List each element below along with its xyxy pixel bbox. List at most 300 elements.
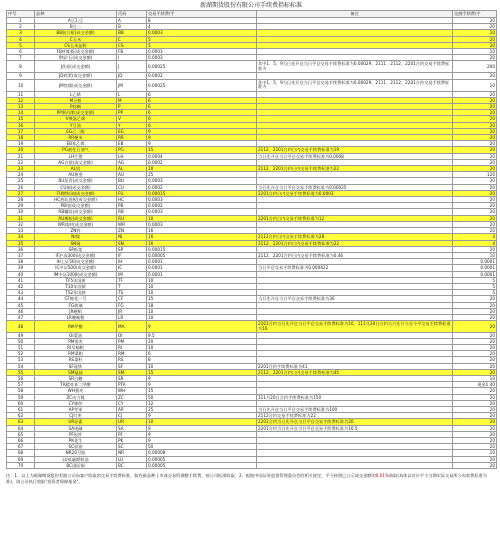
- cell-trading-fee: 10: [147, 344, 257, 350]
- cell-product-code: RS: [117, 357, 147, 363]
- cell-product-code: T: [117, 283, 147, 289]
- cell-trading-fee: 12: [147, 400, 257, 406]
- cell-note: 当日先开仓当日平仓交易手续费标准为30: [257, 296, 453, 302]
- cell-trading-fee: 6: [147, 97, 257, 103]
- cell-delivery-fee: 20: [453, 197, 497, 203]
- cell-product-name: PF短纤: [35, 431, 117, 437]
- cell-no: 34: [7, 234, 35, 240]
- cell-product-code: TF: [117, 277, 147, 283]
- cell-product-name: SC原油: [35, 444, 117, 450]
- cell-no: 5: [7, 42, 35, 48]
- cell-no: 30: [7, 209, 35, 215]
- cell-product-name: PB铅(成交金额): [35, 203, 117, 209]
- cell-product-name: AP苹果: [35, 406, 117, 412]
- cell-product-code: RR: [117, 135, 147, 141]
- cell-trading-fee: 16: [147, 234, 257, 240]
- cell-product-name: WR线材(成交金额): [35, 221, 117, 227]
- sheet-title: 新湖期货股份有限公司手续费指标标准: [199, 2, 302, 9]
- cell-trading-fee: 0.00008: [147, 450, 257, 456]
- cell-product-name: CF棉花一号: [35, 296, 117, 302]
- cell-trading-fee: 8: [147, 18, 257, 24]
- cell-delivery-fee: 20: [453, 462, 497, 468]
- cell-delivery-fee: 20: [453, 357, 497, 363]
- cell-product-code: I: [117, 55, 147, 61]
- cell-product-name: I铁矿石(成交金额): [35, 55, 117, 61]
- cell-product-code: PK: [117, 438, 147, 444]
- cell-delivery-fee: 4: [453, 240, 497, 246]
- cell-trading-fee: 0.00015: [147, 246, 257, 252]
- cell-product-name: EB苯乙烯: [35, 141, 117, 147]
- cell-product-code: PM: [117, 338, 147, 344]
- cell-trading-fee: 0.0004: [147, 153, 257, 159]
- cell-trading-fee: 10: [147, 363, 257, 369]
- cell-trading-fee: 0.0003: [147, 55, 257, 61]
- cell-delivery-fee: 20: [453, 419, 497, 425]
- footnote-main: 注：1、以上为新湖期货股份有限公司向客户收取的交易手续费标准，如有新品种上市或交易所调整手续费，按公司标准收取。2、根据中国证券监督管理委员会的相关规定，平今按照已公示成交金额的: [6, 473, 376, 479]
- cell-no: 13: [7, 104, 35, 110]
- table-header-row: [7, 11, 497, 18]
- cell-trading-fee: 0.0001: [147, 259, 257, 265]
- cell-product-name: B豆二: [35, 24, 117, 30]
- cell-delivery-fee: 20: [453, 228, 497, 234]
- cell-trading-fee: 0.0001: [147, 271, 257, 277]
- cell-delivery-fee: 20: [453, 209, 497, 215]
- cell-trading-fee: 0.00005: [147, 462, 257, 468]
- cell-no: 28: [7, 197, 35, 203]
- cell-delivery-fee: 20: [453, 425, 497, 431]
- cell-product-code: FB: [117, 49, 147, 55]
- cell-product-code: NR: [117, 450, 147, 456]
- cell-delivery-fee: 10: [453, 450, 497, 456]
- cell-product-code: SN: [117, 240, 147, 246]
- cell-product-code: JR: [117, 308, 147, 314]
- cell-product-code: PB: [117, 203, 147, 209]
- cell-no: 51: [7, 344, 35, 350]
- cell-note: 2112、2201合约日内交易手续费标准为22: [257, 166, 453, 172]
- cell-product-code: CJ: [117, 413, 147, 419]
- cell-no: 56: [7, 375, 35, 381]
- cell-product-name: TF5年国债: [35, 277, 117, 283]
- cell-product-name: WH强麦: [35, 388, 117, 394]
- cell-product-code: RI: [117, 344, 147, 350]
- cell-product-code: SR: [117, 375, 147, 381]
- cell-note: 其中1、5、9当日先开仓当日平仓交易手续费标准为0.00029；2111、2112、2201合约交易手续费标准为: [257, 61, 453, 73]
- cell-no: 25: [7, 178, 35, 184]
- cell-delivery-fee: 20: [453, 73, 497, 79]
- cell-no: 69: [7, 456, 35, 462]
- cell-trading-fee: 10: [147, 283, 257, 289]
- cell-product-name: RM菜粕: [35, 351, 117, 357]
- cell-no: 65: [7, 431, 35, 437]
- cell-product-code: UR: [117, 419, 147, 425]
- cell-no: 52: [7, 351, 35, 357]
- footnote-highlight: 0.01%: [375, 473, 389, 479]
- cell-delivery-fee: 20: [453, 147, 497, 153]
- cell-no: 70: [7, 462, 35, 468]
- header-name: 品种: [35, 11, 117, 18]
- cell-trading-fee: 9: [147, 375, 257, 381]
- cell-no: 11: [7, 91, 35, 97]
- cell-product-code: CU: [117, 184, 147, 190]
- cell-delivery-fee: 20: [453, 296, 497, 302]
- cell-delivery-fee: 20: [453, 91, 497, 97]
- cell-product-code: Y: [117, 122, 147, 128]
- cell-trading-fee: 15: [147, 369, 257, 375]
- cell-product-name: AU黄金: [35, 172, 117, 178]
- cell-product-code: V: [117, 116, 147, 122]
- cell-trading-fee: 0.00025: [147, 61, 257, 73]
- cell-trading-fee: 18: [147, 302, 257, 308]
- cell-no: 33: [7, 228, 35, 234]
- cell-no: 63: [7, 419, 35, 425]
- cell-product-code: TS: [117, 290, 147, 296]
- cell-product-code: L: [117, 91, 147, 97]
- cell-product-name: HC热轧卷板(成交金额): [35, 197, 117, 203]
- cell-product-name: T10年国债: [35, 283, 117, 289]
- cell-product-name: J焦炭(成交金额): [35, 61, 117, 73]
- cell-product-name: PG液化石油气: [35, 147, 117, 153]
- cell-product-code: EG: [117, 128, 147, 134]
- cell-no: 16: [7, 122, 35, 128]
- cell-delivery-fee: 20: [453, 369, 497, 375]
- cell-no: 1: [7, 18, 35, 24]
- cell-trading-fee: 9: [147, 413, 257, 419]
- cell-product-code: CS: [117, 42, 147, 48]
- cell-delivery-fee: 20: [453, 128, 497, 134]
- cell-note: 2201合约日内交易手续费标准为0.0003: [257, 190, 453, 196]
- cell-product-name: PP聚丙烯(成交金额): [35, 110, 117, 116]
- cell-delivery-fee: 20: [453, 203, 497, 209]
- footnote-tail: 收取(具体以对应平今当期实际交易所公布收费标准为准)，请公司执行收取"投资者保障基金"。: [6, 473, 487, 485]
- cell-delivery-fee: 5: [453, 290, 497, 296]
- cell-trading-fee: 9: [147, 321, 257, 332]
- cell-delivery-fee: 200: [453, 61, 497, 73]
- cell-delivery-fee: 20: [453, 363, 497, 369]
- cell-trading-fee: 10: [147, 215, 257, 221]
- cell-delivery-fee: 20: [453, 388, 497, 394]
- cell-trading-fee: 6: [147, 91, 257, 97]
- cell-product-code: FU: [117, 190, 147, 196]
- cell-delivery-fee: 5: [453, 283, 497, 289]
- cell-product-name: AL铝: [35, 166, 117, 172]
- cell-trading-fee: 16: [147, 240, 257, 246]
- table-row: [7, 79, 497, 91]
- cell-note: 2201合约日内交易手续费标准为12: [257, 215, 453, 221]
- cell-trading-fee: 10: [147, 419, 257, 425]
- cell-note: 2112、2201合约日内交易手续费标准为45: [257, 369, 453, 375]
- cell-delivery-fee: 0.0001: [453, 259, 497, 265]
- cell-product-code: SA: [117, 425, 147, 431]
- cell-no: 2: [7, 24, 35, 30]
- cell-product-code: PF: [117, 431, 147, 437]
- header-no: 序号: [7, 11, 35, 18]
- cell-product-name: IH上证50(成交金额): [35, 259, 117, 265]
- cell-product-name: JD鸡蛋(成交金额): [35, 73, 117, 79]
- table-row: [7, 321, 497, 332]
- cell-trading-fee: 9: [147, 382, 257, 388]
- cell-no: 42: [7, 283, 35, 289]
- cell-no: 44: [7, 296, 35, 302]
- fee-table: [6, 10, 497, 469]
- cell-product-code: SF: [117, 363, 147, 369]
- header-fee: 交易手续费/手: [147, 11, 257, 18]
- cell-product-name: IC中证500(成交金额): [35, 265, 117, 271]
- cell-no: 64: [7, 425, 35, 431]
- cell-product-code: J: [117, 61, 147, 73]
- cell-delivery-fee: 10: [453, 252, 497, 258]
- cell-product-name: RS菜籽: [35, 357, 117, 363]
- cell-note: 2112合约日内交易手续费标准为28: [257, 234, 453, 240]
- cell-note: 其中1、5、9当日先开仓当日平仓交易手续费标准为0.00029；2111、2112、2201合约交易手续费标准为: [257, 79, 453, 91]
- cell-note: 当日先开仓当日平仓交易手续费标准为0.0008: [257, 153, 453, 159]
- cell-product-code: B: [117, 24, 147, 30]
- cell-no: 58: [7, 388, 35, 394]
- cell-no: 20: [7, 147, 35, 153]
- cell-product-code: JM: [117, 79, 147, 91]
- cell-product-code: PP: [117, 110, 147, 116]
- cell-product-code: IF: [117, 252, 147, 258]
- cell-trading-fee: 0.00005: [147, 252, 257, 258]
- cell-no: 67: [7, 444, 35, 450]
- cell-delivery-fee: 现金1 40: [453, 382, 497, 388]
- cell-product-name: SF硅铁: [35, 363, 117, 369]
- cell-trading-fee: 25: [147, 406, 257, 412]
- cell-product-code: SM: [117, 369, 147, 375]
- cell-no: 15: [7, 116, 35, 122]
- cell-no: 53: [7, 357, 35, 363]
- cell-product-code: ZN: [117, 228, 147, 234]
- header-note: 备注: [257, 11, 453, 18]
- table-body: [7, 18, 497, 469]
- cell-note: 111月20日合约手续费标准为150: [257, 394, 453, 400]
- cell-delivery-fee: 20: [453, 122, 497, 128]
- cell-trading-fee: 9: [147, 431, 257, 437]
- cell-note: 当日先开仓当日平仓交易手续费标准为100: [257, 406, 453, 412]
- cell-product-name: BU沥青(成交金额): [35, 178, 117, 184]
- cell-product-name: TS2年国债: [35, 290, 117, 296]
- cell-product-code: M: [117, 97, 147, 103]
- cell-delivery-fee: 20: [453, 351, 497, 357]
- cell-no: 39: [7, 265, 35, 271]
- cell-trading-fee: 0.0003: [147, 178, 257, 184]
- cell-product-code: RM: [117, 351, 147, 357]
- cell-no: 18: [7, 135, 35, 141]
- cell-product-code: WH: [117, 388, 147, 394]
- cell-no: 55: [7, 369, 35, 375]
- cell-product-name: LR晚籼稻: [35, 314, 117, 320]
- cell-delivery-fee: 20: [453, 97, 497, 103]
- cell-product-code: SC: [117, 444, 147, 450]
- cell-product-name: JM焦煤(成交金额): [35, 79, 117, 91]
- cell-no: 22: [7, 159, 35, 165]
- cell-no: 46: [7, 308, 35, 314]
- cell-product-name: Y豆油: [35, 122, 117, 128]
- cell-product-name: FB纤维板(成交金额): [35, 49, 117, 55]
- cell-trading-fee: 0.0002: [147, 159, 257, 165]
- cell-product-name: C玉米: [35, 36, 117, 42]
- cell-delivery-fee: 20: [453, 55, 497, 61]
- cell-no: 27: [7, 190, 35, 196]
- cell-delivery-fee: 20: [453, 406, 497, 412]
- cell-note: 2201合约手续费标准为41: [257, 363, 453, 369]
- cell-no: 24: [7, 172, 35, 178]
- cell-delivery-fee: 20: [453, 438, 497, 444]
- cell-trading-fee: 5: [147, 36, 257, 42]
- cell-delivery-fee: 10: [453, 79, 497, 91]
- cell-product-name: SA纯碱: [35, 425, 117, 431]
- cell-trading-fee: 9: [147, 425, 257, 431]
- cell-delivery-fee: 20: [453, 178, 497, 184]
- cell-trading-fee: 0.0003: [147, 30, 257, 36]
- cell-trading-fee: 6: [147, 104, 257, 110]
- cell-no: 3: [7, 30, 35, 36]
- cell-delivery-fee: 20: [453, 344, 497, 350]
- cell-product-code: JD: [117, 73, 147, 79]
- cell-product-code: P: [117, 104, 147, 110]
- fee-schedule-sheet: [6, 2, 496, 485]
- cell-no: 43: [7, 290, 35, 296]
- cell-product-code: AL: [117, 166, 147, 172]
- cell-product-name: FU燃料油(成交金额): [35, 190, 117, 196]
- cell-trading-fee: 10: [147, 166, 257, 172]
- cell-product-name: FG玻璃: [35, 302, 117, 308]
- cell-trading-fee: 6: [147, 110, 257, 116]
- table-row: [7, 61, 497, 73]
- cell-no: 21: [7, 153, 35, 159]
- cell-delivery-fee: 20: [453, 400, 497, 406]
- cell-product-name: M豆粕: [35, 97, 117, 103]
- cell-trading-fee: 0.00015: [147, 190, 257, 196]
- cell-product-code: CY: [117, 400, 147, 406]
- cell-trading-fee: 0.00005: [147, 456, 257, 462]
- cell-no: 12: [7, 97, 35, 103]
- cell-delivery-fee: 20: [453, 110, 497, 116]
- cell-trading-fee: 0.0002: [147, 184, 257, 190]
- cell-trading-fee: 0.00025: [147, 79, 257, 91]
- cell-product-code: AU: [117, 172, 147, 178]
- cell-no: 41: [7, 277, 35, 283]
- cell-product-code: RU: [117, 215, 147, 221]
- cell-product-name: RB螺纹(成交金额): [35, 209, 117, 215]
- cell-note: 2112、2201合约日内交易手续费标准为19: [257, 147, 453, 153]
- cell-product-name: TA精对苯二甲酸: [35, 382, 117, 388]
- cell-delivery-fee: 120: [453, 172, 497, 178]
- cell-delivery-fee: 20: [453, 456, 497, 462]
- cell-no: 26: [7, 184, 35, 190]
- cell-no: 38: [7, 259, 35, 265]
- cell-trading-fee: 15: [147, 296, 257, 302]
- cell-note: [257, 462, 453, 468]
- cell-no: 48: [7, 321, 35, 332]
- cell-product-name: PM普麦: [35, 338, 117, 344]
- cell-no: 45: [7, 302, 35, 308]
- cell-product-code: C: [117, 36, 147, 42]
- cell-no: 37: [7, 252, 35, 258]
- cell-delivery-fee: 20: [453, 36, 497, 42]
- cell-no: 60: [7, 400, 35, 406]
- cell-product-code: AG: [117, 159, 147, 165]
- cell-product-code: SP: [117, 246, 147, 252]
- cell-delivery-fee: 20: [453, 444, 497, 450]
- cell-trading-fee: 0.0002: [147, 203, 257, 209]
- cell-delivery-fee: 20: [453, 338, 497, 344]
- cell-product-name: BC国际铜: [35, 462, 117, 468]
- cell-delivery-fee: 20: [453, 413, 497, 419]
- cell-no: 62: [7, 413, 35, 419]
- cell-trading-fee: 6: [147, 351, 257, 357]
- cell-trading-fee: 50: [147, 444, 257, 450]
- cell-product-code: IC: [117, 265, 147, 271]
- cell-product-code: MA: [117, 321, 147, 332]
- cell-delivery-fee: 20: [453, 314, 497, 320]
- cell-delivery-fee: 20: [453, 332, 497, 338]
- cell-trading-fee: 10: [147, 290, 257, 296]
- footnote: [6, 473, 496, 485]
- cell-product-name: NR20号胶: [35, 450, 117, 456]
- cell-product-code: LR: [117, 314, 147, 320]
- cell-no: 9: [7, 73, 35, 79]
- cell-no: 49: [7, 332, 35, 338]
- cell-no: 40: [7, 271, 35, 277]
- cell-product-code: ZC: [117, 394, 147, 400]
- cell-product-name: UR尿素: [35, 419, 117, 425]
- cell-trading-fee: 0.0001: [147, 265, 257, 271]
- cell-trading-fee: 9: [147, 135, 257, 141]
- cell-product-name: L乙烯: [35, 91, 117, 97]
- cell-trading-fee: 25: [147, 172, 257, 178]
- cell-delivery-fee: 20: [453, 104, 497, 110]
- cell-product-name: SR白糖: [35, 375, 117, 381]
- cell-no: 68: [7, 450, 35, 456]
- cell-product-code: BB: [117, 30, 147, 36]
- cell-product-name: JR粳稻: [35, 308, 117, 314]
- header-delivery-fee: 交割手续费/手: [453, 11, 497, 18]
- cell-delivery-fee: 10: [453, 30, 497, 36]
- cell-delivery-fee: 10: [453, 375, 497, 381]
- cell-no: 8: [7, 61, 35, 73]
- cell-no: 10: [7, 79, 35, 91]
- cell-delivery-fee: 4: [453, 234, 497, 240]
- header-code: 代码: [117, 11, 147, 18]
- cell-product-code: PG: [117, 147, 147, 153]
- cell-delivery-fee: 0.0001: [453, 265, 497, 271]
- cell-no: 23: [7, 166, 35, 172]
- cell-delivery-fee: 20: [453, 135, 497, 141]
- cell-no: 29: [7, 203, 35, 209]
- cell-product-name: A豆1,豆: [35, 18, 117, 24]
- cell-product-code: HC: [117, 197, 147, 203]
- cell-product-name: LH生猪: [35, 153, 117, 159]
- cell-product-code: RB: [117, 209, 147, 215]
- cell-trading-fee: 5: [147, 42, 257, 48]
- cell-product-code: WR: [117, 221, 147, 227]
- cell-no: 32: [7, 221, 35, 227]
- cell-delivery-fee: 0.0001: [453, 271, 497, 277]
- cell-product-name: IF沪深300(成交金额): [35, 252, 117, 258]
- cell-no: 59: [7, 394, 35, 400]
- cell-delivery-fee: 20: [453, 431, 497, 437]
- cell-product-name: RU橡胶(成交金额): [35, 215, 117, 221]
- cell-product-code: BU: [117, 178, 147, 184]
- cell-delivery-fee: 20: [453, 215, 497, 221]
- cell-no: 66: [7, 438, 35, 444]
- cell-product-name: P棕榈: [35, 104, 117, 110]
- cell-product-name: AG白银(成交金额): [35, 159, 117, 165]
- cell-trading-fee: 9: [147, 128, 257, 134]
- cell-trading-fee: 20: [147, 338, 257, 344]
- cell-product-code: IH: [117, 259, 147, 265]
- cell-trading-fee: 16: [147, 228, 257, 234]
